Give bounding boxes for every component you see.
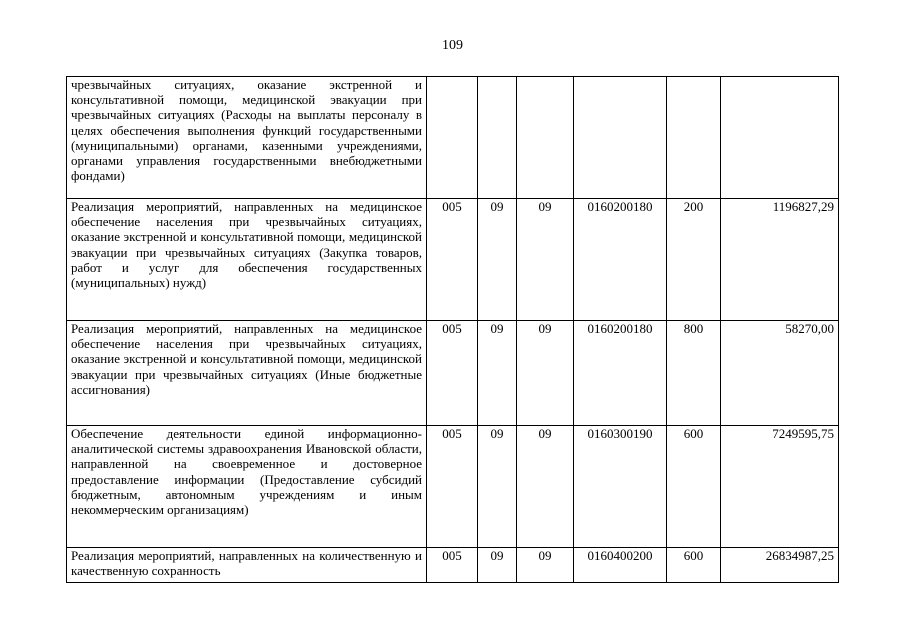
target-article-code bbox=[574, 77, 667, 199]
budget-table bbox=[66, 76, 839, 583]
subsection-code: 09 bbox=[517, 321, 574, 426]
amount-value: 26834987,25 bbox=[721, 548, 839, 583]
subsection-code: 09 bbox=[517, 199, 574, 321]
amount-value bbox=[721, 77, 839, 199]
row-description: Обеспечение деятельности единой информационно-аналитической системы здравоохранения Ивановской области, направленной на своевременное и достоверное предоставление информации (Предоставление субсидий бюджетным, автономным учреждениям и иным некоммерческим организациям) bbox=[67, 426, 427, 548]
admin-code: 005 bbox=[427, 426, 478, 548]
subsection-code bbox=[517, 77, 574, 199]
amount-value: 1196827,29 bbox=[721, 199, 839, 321]
amount-value: 7249595,75 bbox=[721, 426, 839, 548]
page-number: 109 bbox=[442, 38, 463, 53]
target-article-code: 0160200180 bbox=[574, 199, 667, 321]
target-article-code: 0160400200 bbox=[574, 548, 667, 583]
admin-code: 005 bbox=[427, 321, 478, 426]
subsection-code: 09 bbox=[517, 426, 574, 548]
table-row bbox=[67, 199, 839, 321]
admin-code: 005 bbox=[427, 548, 478, 583]
row-description: Реализация мероприятий, направленных на медицинское обеспечение населения при чрезвычайных ситуациях, оказание экстренной и консультативной помощи, медицинской эвакуации при чрезвычайных ситуациях (Закупка товаров, работ и услуг для обеспечения государственных (муниципальных) нужд) bbox=[67, 199, 427, 321]
subsection-code: 09 bbox=[517, 548, 574, 583]
table-row bbox=[67, 426, 839, 548]
admin-code: 005 bbox=[427, 199, 478, 321]
row-description: чрезвычайных ситуациях, оказание экстренной и консультативной помощи, медицинской эвакуации при чрезвычайных ситуациях (Расходы на выплаты персоналу в целях обеспечения выполнения функций государственными (муниципальными) органами, казенными учреждениями, органами управления государственными внебюджетными фондами) bbox=[67, 77, 427, 199]
expense-type-code: 600 bbox=[667, 426, 721, 548]
expense-type-code: 800 bbox=[667, 321, 721, 426]
amount-value: 58270,00 bbox=[721, 321, 839, 426]
section-code: 09 bbox=[478, 426, 517, 548]
expense-type-code: 600 bbox=[667, 548, 721, 583]
section-code: 09 bbox=[478, 199, 517, 321]
table-row bbox=[67, 77, 839, 199]
section-code bbox=[478, 77, 517, 199]
table-row bbox=[67, 321, 839, 426]
section-code: 09 bbox=[478, 321, 517, 426]
target-article-code: 0160300190 bbox=[574, 426, 667, 548]
admin-code bbox=[427, 77, 478, 199]
target-article-code: 0160200180 bbox=[574, 321, 667, 426]
section-code: 09 bbox=[478, 548, 517, 583]
expense-type-code: 200 bbox=[667, 199, 721, 321]
expense-type-code bbox=[667, 77, 721, 199]
row-description: Реализация мероприятий, направленных на медицинское обеспечение населения при чрезвычайных ситуациях, оказание экстренной и консультативной помощи, медицинской эвакуации при чрезвычайных ситуациях (Иные бюджетные ассигнования) bbox=[67, 321, 427, 426]
table-row bbox=[67, 548, 839, 583]
row-description: Реализация мероприятий, направленных на количественную и качественную сохранность bbox=[67, 548, 427, 583]
